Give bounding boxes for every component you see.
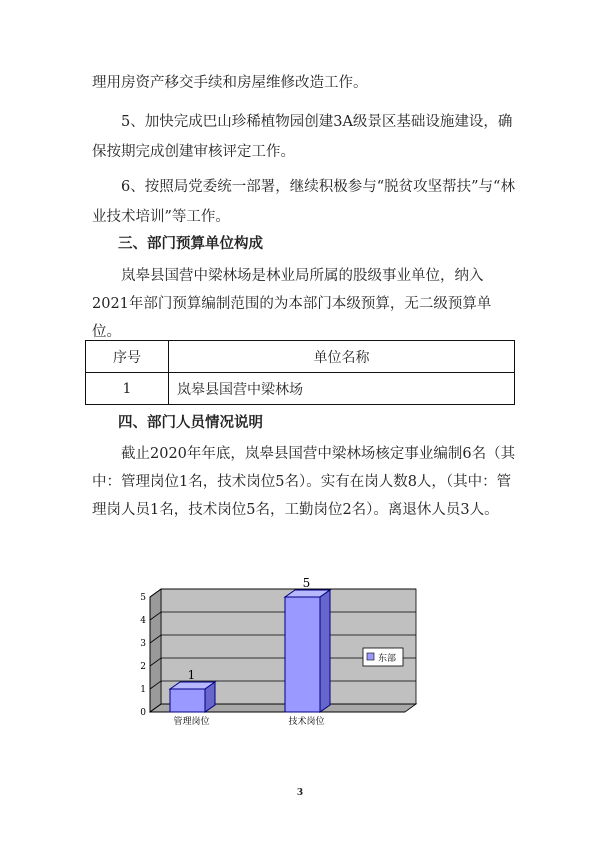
section-3-heading: 三、部门预算单位构成 xyxy=(118,236,263,252)
bar-front xyxy=(285,597,320,712)
y-tick-label: 0 xyxy=(140,708,146,718)
chart-side-wall xyxy=(150,589,161,712)
staff-bar-chart xyxy=(135,575,425,735)
legend-label: 东部 xyxy=(378,654,397,664)
unit-table xyxy=(85,340,515,405)
y-tick-label: 2 xyxy=(140,662,146,672)
legend-swatch xyxy=(367,653,374,660)
y-tick-label: 5 xyxy=(140,593,146,603)
y-tick-label: 4 xyxy=(140,616,146,626)
table-header-index: 序号 xyxy=(86,341,169,373)
table-row xyxy=(86,373,515,405)
section-4-heading: 四、部门人员情况说明 xyxy=(118,415,263,431)
paragraph-2: 5、加快完成巴山珍稀植物园创建3A级景区基础设施建设，确保按期完成创建审核评定工作。 xyxy=(92,114,513,160)
y-tick-label: 1 xyxy=(140,685,146,695)
table-cell-unit-name: 岚皋县国营中梁林场 xyxy=(169,373,515,405)
page-number: 3 xyxy=(296,788,304,798)
table-cell-index: 1 xyxy=(86,373,169,405)
section-4-text: 截止2020年年底，岚皋县国营中梁林场核定事业编制6名（其中：管理岗位1名，技术岗位5名）。实有在岗人数8人，（其中：管理岗人员1名，技术岗位5名，工勤岗位2名）。离退休人员3人。 xyxy=(92,446,516,518)
paragraph-1: 理用房资产移交手续和房屋维修改造工作。 xyxy=(92,75,368,91)
bar-front xyxy=(170,689,205,712)
data-label: 5 xyxy=(302,576,311,590)
x-tick-label: 技术岗位 xyxy=(288,717,325,727)
table-header-row xyxy=(86,341,515,373)
table-header-unit-name: 单位名称 xyxy=(169,341,515,373)
paragraph-3: 6、按照局党委统一部署，继续积极参与“脱贫攻坚帮扶”与“林业技术培训”等工作。 xyxy=(92,179,515,225)
data-label: 1 xyxy=(187,668,196,682)
section-3-text: 岚皋县国营中梁林场是林业局所属的股级事业单位，纳入2021年部门预算编制范围的为本部门本级预算，无二级预算单位。 xyxy=(92,268,492,340)
bar-side xyxy=(320,590,330,712)
x-tick-label: 管理岗位 xyxy=(173,717,210,727)
y-tick-label: 3 xyxy=(140,639,146,649)
